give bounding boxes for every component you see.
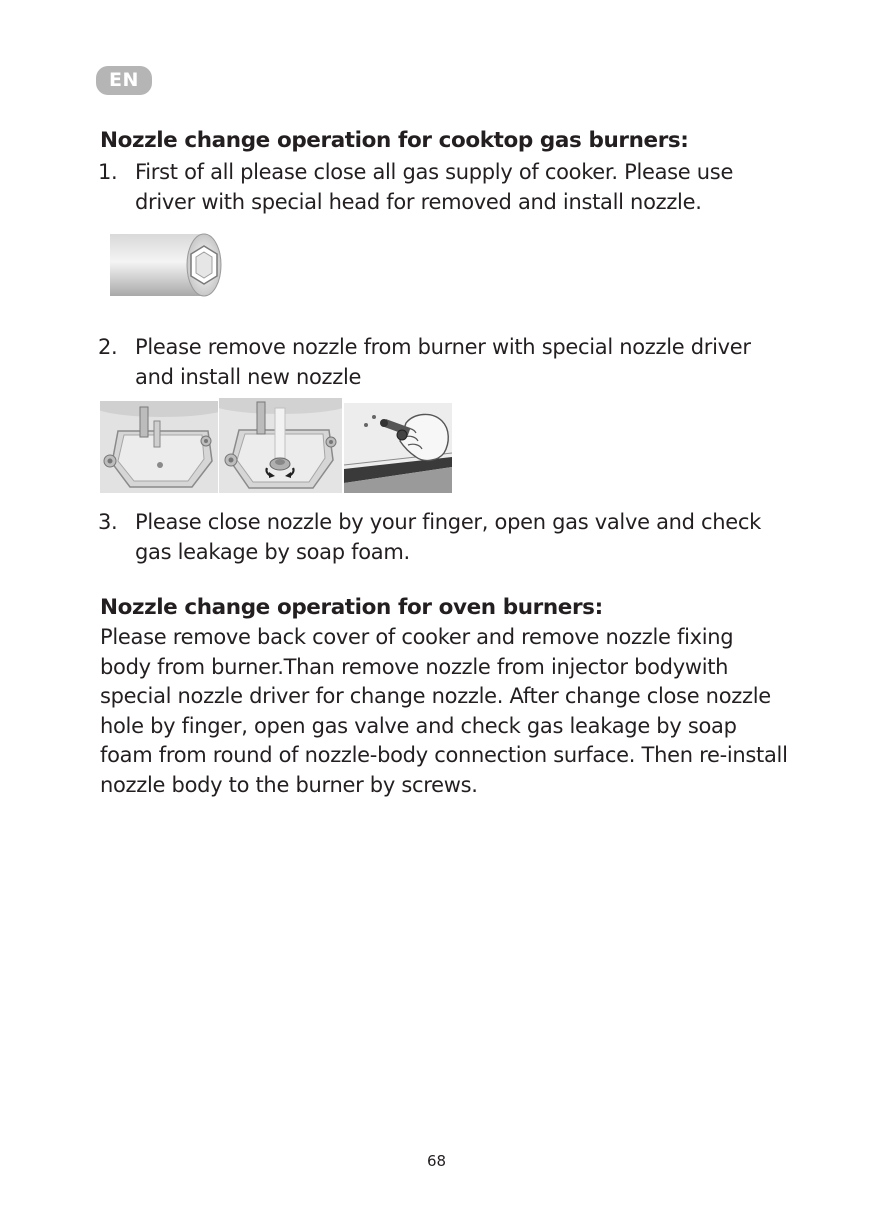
cooktop-section-title: Nozzle change operation for cooktop gas burners:: [100, 128, 689, 153]
step-number: 2.: [98, 335, 118, 359]
oven-section-title: Nozzle change operation for oven burners:: [100, 595, 603, 620]
language-badge: EN: [96, 66, 152, 95]
cooktop-step-1: [98, 157, 798, 217]
step-number: 1.: [98, 160, 118, 184]
cooktop-step-3: [98, 507, 798, 567]
cooktop-step-2: [98, 332, 798, 392]
step-text: First of all please close all gas supply of cooker. Please use driver with special head for removed and install nozzle.: [135, 160, 734, 214]
step-number: 3.: [98, 510, 118, 534]
oven-section-body: Please remove back cover of cooker and remove nozzle fixing body from burner.Than remove nozzle from injector bodywith special nozzle driver for change nozzle. After change close nozzle hole by finger, open gas valve and check gas leakage by soap foam from round of nozzle-body connection surface. Then re-install nozzle body to the burner by screws.: [100, 625, 788, 797]
burner-image-2: [219, 398, 342, 493]
burner-image-1: [100, 401, 218, 493]
page-number: 68: [426, 1152, 447, 1170]
nozzle-driver-image: [110, 232, 224, 298]
hand-with-driver-image: [344, 403, 452, 493]
step-text: Please close nozzle by your finger, open gas valve and check gas leakage by soap foam.: [135, 510, 762, 564]
step-text: Please remove nozzle from burner with special nozzle driver and install new nozzle: [135, 335, 751, 389]
